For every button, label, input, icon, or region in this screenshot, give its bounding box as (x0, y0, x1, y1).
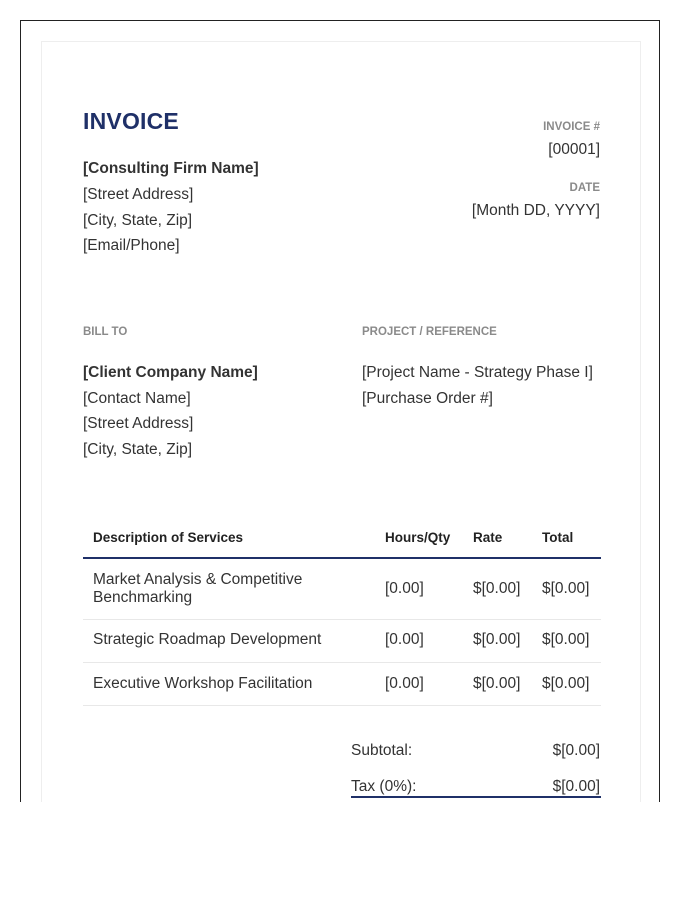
row-rate: $[0.00] (473, 675, 521, 692)
client-contact-name: [Contact Name] (83, 390, 191, 407)
firm-street: [Street Address] (83, 186, 194, 203)
table-header (83, 516, 601, 559)
subtotal-value: $[0.00] (552, 742, 600, 759)
bill-to-label: BILL TO (83, 326, 128, 338)
client-company-name: [Client Company Name] (83, 364, 258, 381)
row-description: Strategic Roadmap Development (93, 631, 322, 648)
invoice-date-label: DATE (569, 182, 600, 194)
tax-label: Tax (0%): (351, 778, 417, 795)
firm-contact: [Email/Phone] (83, 237, 180, 254)
row-qty: [0.00] (385, 631, 424, 648)
row-total: $[0.00] (542, 631, 590, 648)
firm-name: [Consulting Firm Name] (83, 160, 259, 177)
client-city: [City, State, Zip] (83, 441, 193, 458)
firm-city: [City, State, Zip] (83, 212, 193, 229)
invoice-title: INVOICE (83, 108, 179, 134)
row-total: $[0.00] (542, 675, 590, 692)
project-reference-label: PROJECT / REFERENCE (362, 326, 497, 338)
purchase-order: [Purchase Order #] (362, 390, 493, 407)
services-table (83, 516, 601, 706)
row-description: Executive Workshop Facilitation (93, 675, 313, 692)
invoice-number-value: [00001] (548, 141, 600, 158)
row-qty: [0.00] (385, 580, 424, 597)
row-description: Market Analysis & Competitive Benchmarking (93, 571, 303, 606)
header-total: Total (542, 530, 574, 545)
row-rate: $[0.00] (473, 631, 521, 648)
document-frame (20, 20, 660, 802)
tax-value: $[0.00] (552, 778, 600, 795)
project-name: [Project Name - Strategy Phase I] (362, 364, 593, 381)
header-qty: Hours/Qty (385, 530, 451, 545)
row-total: $[0.00] (542, 580, 590, 597)
invoice-sheet (41, 41, 641, 802)
header-rate: Rate (473, 530, 503, 545)
invoice-number-label: INVOICE # (543, 121, 600, 133)
row-qty: [0.00] (385, 675, 424, 692)
table-row (83, 559, 601, 620)
invoice-date-value: [Month DD, YYYY] (471, 202, 600, 219)
subtotal-label: Subtotal: (351, 742, 413, 759)
table-row (83, 620, 601, 663)
table-row (83, 663, 601, 706)
header-description: Description of Services (93, 530, 244, 545)
client-street: [Street Address] (83, 415, 194, 432)
summary-divider (351, 796, 601, 798)
row-rate: $[0.00] (473, 580, 521, 597)
